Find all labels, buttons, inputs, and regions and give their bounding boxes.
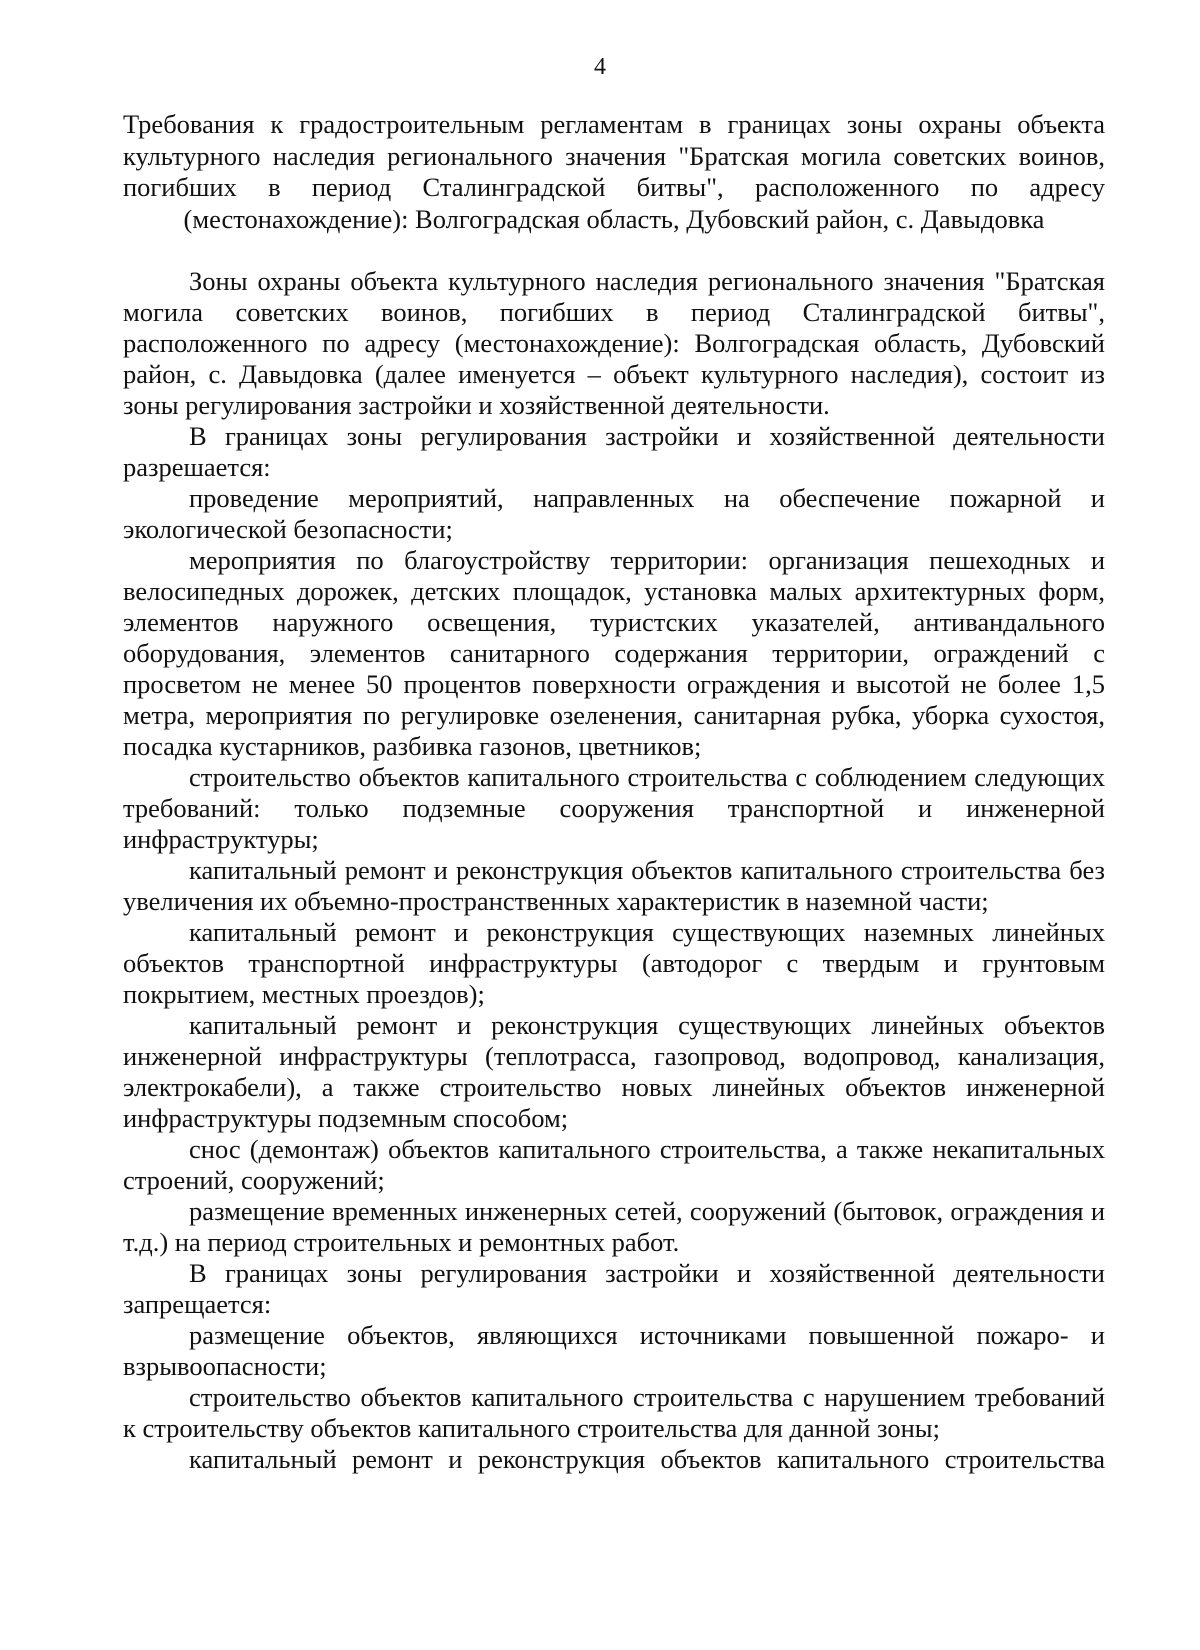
- paragraph-landscaping: мероприятия по благоустройству территории: организация пешеходных и велосипедных дорожек, детских площадок, установка малых архитектурных форм, элементов наружного освещения, туристских указателей, антивандального оборудования, элементов санитарного содержания территории, ограждений с просветом не менее 50 процентов поверхности ограждения и высотой не более 1,5 метра, мероприятия по регулировке озеленения, санитарная рубка, уборка сухостоя, посадка кустарников, разбивка газонов, цветников;: [123, 545, 1105, 761]
- document-body: [123, 266, 1105, 1475]
- paragraph-fire-hazard: размещение объектов, являющихся источниками повышенной пожаро- и взрывоопасности;: [123, 1320, 1105, 1381]
- paragraph-engineering-objects: капитальный ремонт и реконструкция существующих линейных объектов инженерной инфраструктуры (теплотрасса, газопровод, водопровод, канализация, электрокабели), а также строительство новых линейных объектов инженерной инфраструктуры подземным способом;: [123, 1010, 1105, 1133]
- paragraph-prohibited-intro: В границах зоны регулирования застройки и хозяйственной деятельности запрещается:: [123, 1258, 1105, 1319]
- paragraph-permitted-intro: В границах зоны регулирования застройки и хозяйственной деятельности разрешается:: [123, 421, 1105, 482]
- document-heading: Требования к градостроительным регламентам в границах зоны охраны объекта культурного наследия регионального значения "Братская могила советских воинов, погибших в период Сталинградской битвы", расположенного по адресу (местонахождение): Волгоградская область, Дубовский район, с. Давыдовка: [123, 109, 1105, 234]
- paragraph-capital-repair-continued: капитальный ремонт и реконструкция объектов капитального строительства: [189, 1444, 1105, 1474]
- paragraph-transport-objects: капитальный ремонт и реконструкция существующих наземных линейных объектов транспортной инфраструктуры (автодорог с твердым и грунтовым покрытием, местных проездов);: [123, 917, 1105, 1009]
- paragraph-safety-measures: проведение мероприятий, направленных на обеспечение пожарной и экологической безопасности;: [123, 483, 1105, 544]
- paragraph-temporary-networks: размещение временных инженерных сетей, сооружений (бытовок, ограждения и т.д.) на период строительных и ремонтных работ.: [123, 1196, 1105, 1257]
- paragraph-demolition: снос (демонтаж) объектов капитального строительства, а также некапитальных строений, сооружений;: [123, 1134, 1105, 1195]
- paragraph-underground-construction: строительство объектов капитального строительства с соблюдением следующих требований: только подземные сооружения транспортной и инженерной инфраструктуры;: [123, 762, 1105, 854]
- paragraph-capital-repair: капитальный ремонт и реконструкция объектов капитального строительства без увеличения их объемно-пространственных характеристик в наземной части;: [123, 855, 1105, 916]
- paragraph-zones-intro: Зоны охраны объекта культурного наследия регионального значения "Братская могила советских воинов, погибших в период Сталинградской битвы", расположенного по адресу (местонахождение): Волгоградская область, Дубовский район, с. Давыдовка (далее именуется – объект культурного наследия), состоит из зоны регулирования застройки и хозяйственной деятельности.: [123, 266, 1105, 420]
- paragraph-construction-violation: строительство объектов капитального строительства с нарушением требований к строительству объектов капитального строительства для данной зоны;: [123, 1382, 1105, 1443]
- page-number: 4: [594, 54, 606, 80]
